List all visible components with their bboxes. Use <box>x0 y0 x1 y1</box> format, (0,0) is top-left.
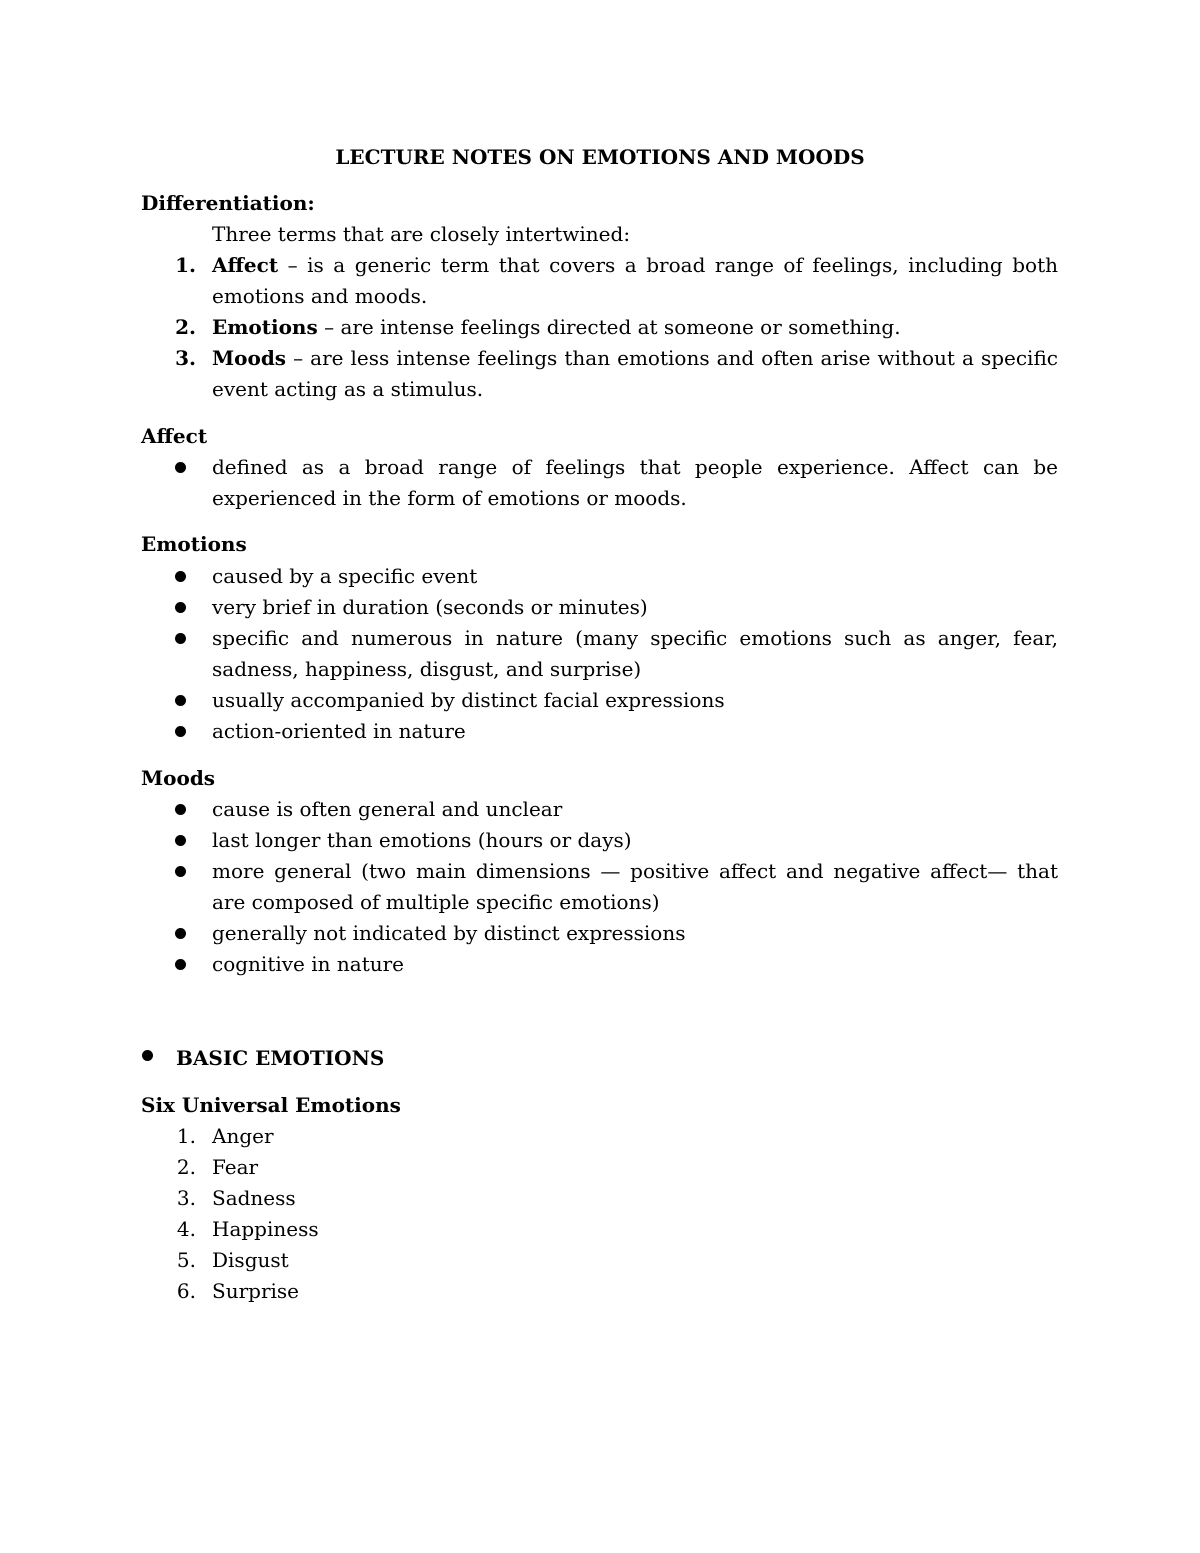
list-item: generally not indicated by distinct expressions <box>212 921 686 945</box>
term-label: Moods <box>212 346 287 370</box>
six-universal-emotions-heading: Six Universal Emotions <box>141 1093 401 1117</box>
list-item: Sadness <box>212 1186 296 1210</box>
basic-emotions-heading: BASIC EMOTIONS <box>176 1046 385 1070</box>
bullet-icon <box>175 462 186 473</box>
bullet-icon <box>175 571 186 582</box>
list-item: Surprise <box>212 1279 300 1303</box>
bullet-icon <box>175 726 186 737</box>
bullet-icon <box>175 804 186 815</box>
list-item: usually accompanied by distinct facial expressions <box>212 688 725 712</box>
bullet-icon <box>175 835 186 846</box>
list-item: Fear <box>212 1155 259 1179</box>
term-definition: – are intense feelings directed at someone or something. <box>317 315 901 339</box>
bullet-icon <box>175 602 186 613</box>
list-number: 6. <box>176 1279 196 1303</box>
affect-heading: Affect <box>141 424 208 448</box>
list-item: cause is often general and unclear <box>212 797 563 821</box>
list-number: 1. <box>176 1124 196 1148</box>
list-number: 1. <box>175 253 196 277</box>
list-item: specific and numerous in nature (many specific emotions such as anger, fear, sadness, happiness, disgust, and surprise) <box>212 626 1058 681</box>
bullet-icon <box>175 928 186 939</box>
list-item <box>212 250 1058 312</box>
list-item <box>212 312 1058 343</box>
list-number: 4. <box>176 1217 196 1241</box>
bullet-icon <box>142 1050 153 1061</box>
page-title: LECTURE NOTES ON EMOTIONS AND MOODS <box>335 145 865 169</box>
list-item: action-oriented in nature <box>212 719 466 743</box>
list-number: 2. <box>175 315 196 339</box>
bullet-icon <box>175 633 186 644</box>
list-item <box>212 343 1058 405</box>
term-label: Emotions <box>212 315 318 339</box>
list-item: caused by a specific event <box>212 564 478 588</box>
bullet-icon <box>175 695 186 706</box>
differentiation-heading: Differentiation: <box>141 191 315 215</box>
differentiation-intro: Three terms that are closely intertwined: <box>212 222 631 246</box>
bullet-icon <box>175 866 186 877</box>
term-definition: – are less intense feelings than emotions and often arise without a specific event acting as a stimulus. <box>212 346 1058 401</box>
list-item: Anger <box>212 1124 274 1148</box>
list-number: 5. <box>176 1248 196 1272</box>
list-number: 2. <box>176 1155 196 1179</box>
list-item: defined as a broad range of feelings that people experience. Affect can be experienced in the form of emotions or moods. <box>212 455 1058 510</box>
list-item: cognitive in nature <box>212 952 405 976</box>
moods-heading: Moods <box>141 766 216 790</box>
list-number: 3. <box>175 346 196 370</box>
list-item: last longer than emotions (hours or days) <box>212 828 632 852</box>
emotions-heading: Emotions <box>141 532 247 556</box>
term-definition: – is a generic term that covers a broad range of feelings, including both emotions and moods. <box>212 253 1058 308</box>
bullet-icon <box>175 959 186 970</box>
list-item: very brief in duration (seconds or minutes) <box>212 595 648 619</box>
term-label: Affect <box>212 253 279 277</box>
list-item: Happiness <box>212 1217 319 1241</box>
list-item: more general (two main dimensions — positive affect and negative affect— that are composed of multiple specific emotions) <box>212 859 1058 914</box>
list-number: 3. <box>176 1186 196 1210</box>
list-item: Disgust <box>212 1248 289 1272</box>
